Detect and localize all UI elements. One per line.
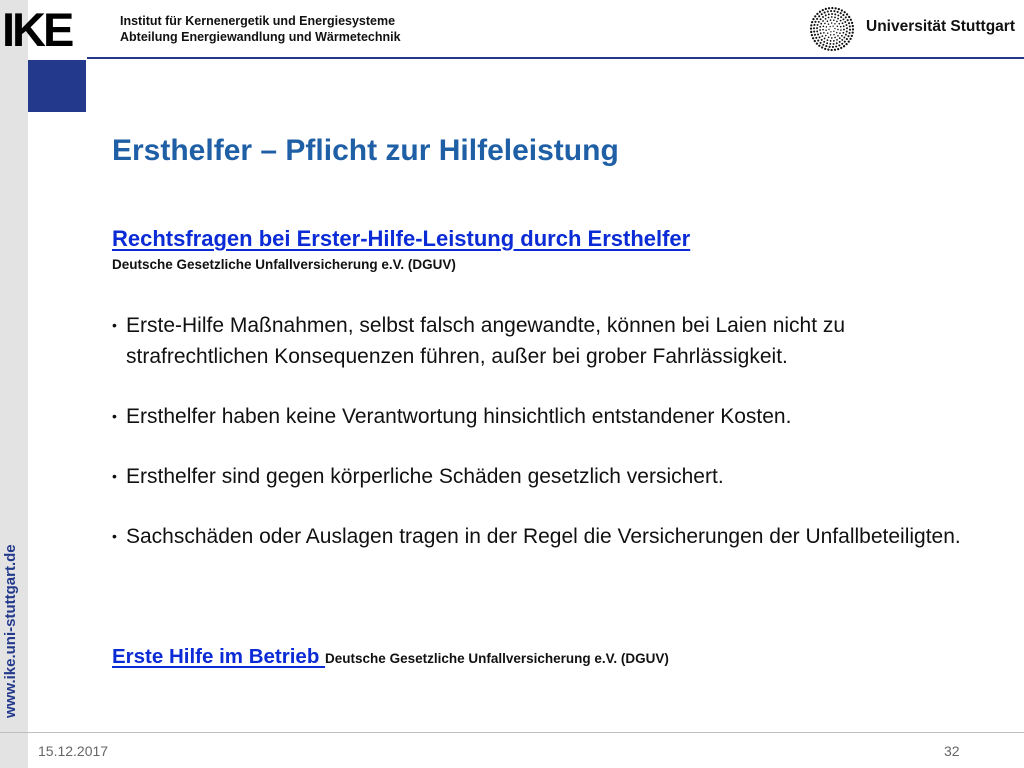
ike-logo: IKE — [2, 2, 72, 56]
legal-questions-link[interactable]: Rechtsfragen bei Erster-Hilfe-Leistung durch Ersthelfer — [112, 226, 691, 251]
first-aid-link[interactable]: Erste Hilfe im Betrieb — [112, 645, 326, 668]
bullet-item: • Ersthelfer sind gegen körperliche Schäden gesetzlich versichert. — [112, 461, 992, 492]
bullet-item: • Sachschäden oder Auslagen tragen in der Regel die Versicherungen der Unfallbeteiligten. — [112, 521, 992, 552]
header-divider — [87, 57, 1024, 59]
institute-line-1: Institut für Kernenergetik und Energiesysteme — [120, 14, 396, 28]
bullet-dot-icon: • — [112, 317, 117, 333]
footer-divider — [0, 732, 1024, 733]
slide-title: Ersthelfer – Pflicht zur Hilfeleistung — [112, 134, 619, 167]
bullet-item: • Erste-Hilfe Maßnahmen, selbst falsch angewandte, können bei Laien nicht zu strafrechtlichen Konsequenzen führen, außer bei grober Fahrlässigkeit. — [112, 310, 992, 372]
footer-date: 15.12.2017 — [38, 743, 109, 759]
page-number: 32 — [944, 743, 960, 759]
bullet-list — [112, 310, 992, 581]
bullet-dot-icon: • — [112, 528, 117, 544]
link-source: Deutsche Gesetzliche Unfallversicherung e.V. (DGUV) — [112, 257, 456, 272]
bottom-link-source: Deutsche Gesetzliche Unfallversicherung e.V. (DGUV) — [325, 651, 669, 666]
bullet-dot-icon: • — [112, 468, 117, 484]
bottom-reference — [112, 645, 669, 669]
institute-line-2: Abteilung Energiewandlung und Wärmetechnik — [120, 30, 401, 44]
website-url[interactable]: www.ike.uni-stuttgart.de — [2, 544, 19, 718]
bullet-dot-icon: • — [112, 408, 117, 424]
brand-block — [28, 60, 86, 112]
university-name: Universität Stuttgart — [866, 18, 1015, 35]
university-seal-icon — [808, 5, 856, 53]
institute-name — [120, 13, 401, 45]
bullet-item: • Ersthelfer haben keine Verantwortung hinsichtlich entstandener Kosten. — [112, 401, 992, 432]
